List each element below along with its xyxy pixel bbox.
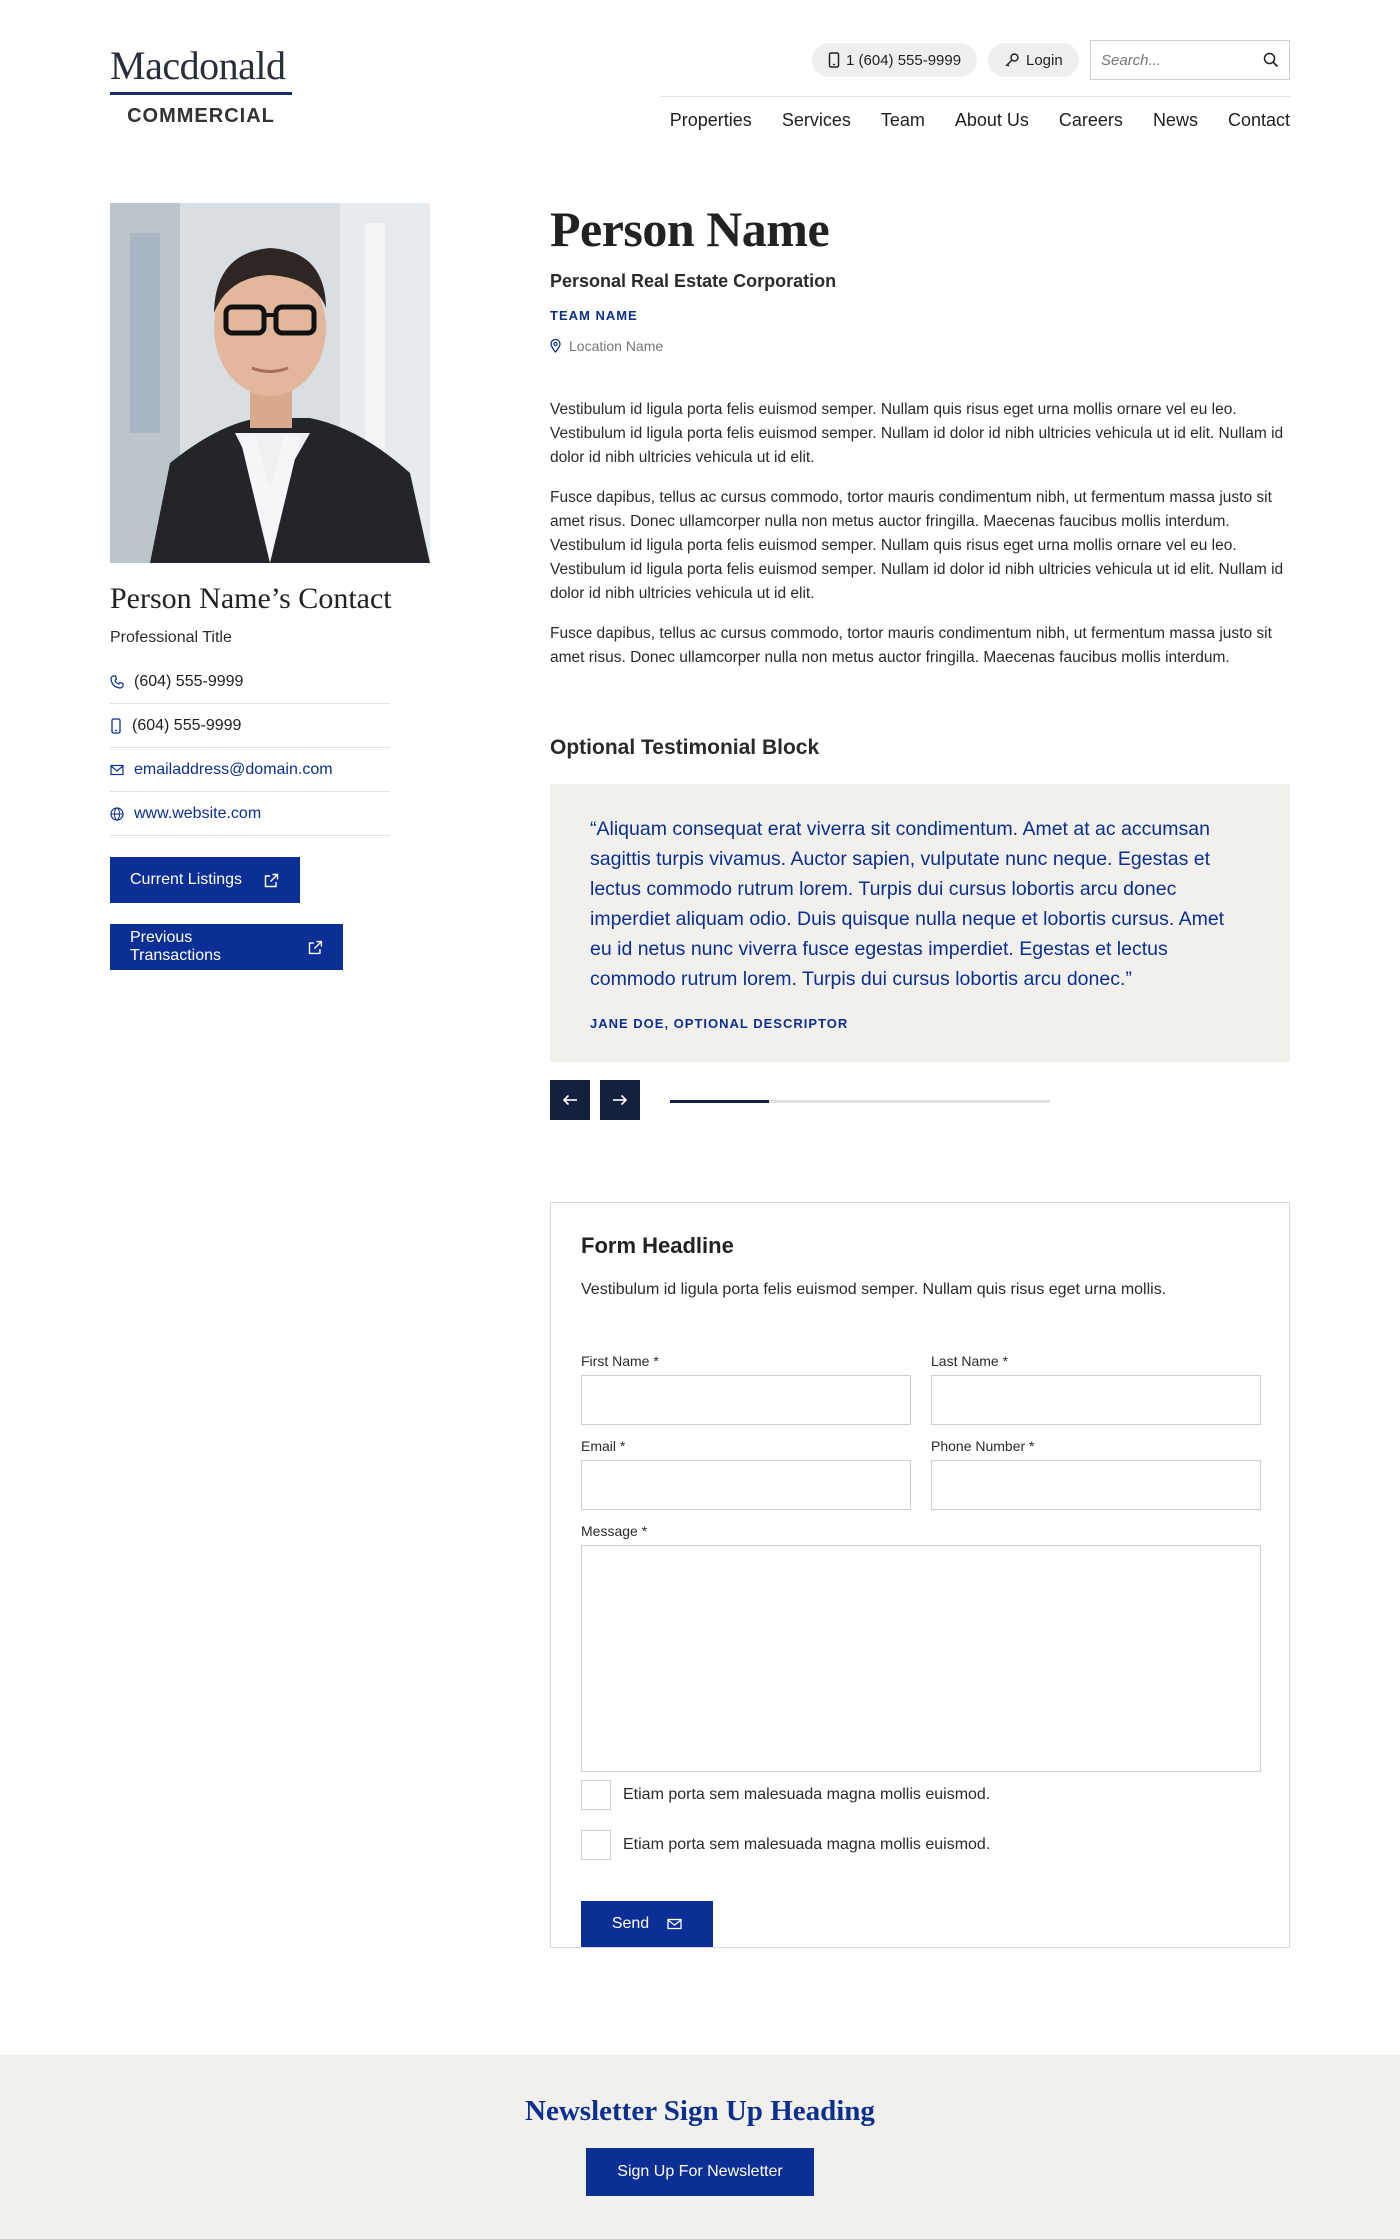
brand-sub: COMMERCIAL	[127, 105, 275, 127]
contact-email-row[interactable]	[110, 748, 390, 792]
email-label: Email *	[581, 1438, 626, 1454]
consent-checkbox-row-1	[581, 1780, 990, 1810]
newsletter-heading: Newsletter Sign Up Heading	[525, 2095, 875, 2127]
bio	[550, 398, 1290, 686]
brand-logo[interactable]	[110, 43, 292, 128]
message-field-group	[581, 1523, 1261, 1777]
email-input[interactable]	[581, 1460, 911, 1510]
contact-phone-value: (604) 555-9999	[134, 672, 244, 690]
login-button[interactable]	[988, 43, 1079, 77]
phone-field-group	[931, 1438, 1261, 1510]
main-nav	[670, 110, 1290, 131]
last-name-field-group	[931, 1353, 1261, 1425]
login-label: Login	[1026, 51, 1063, 69]
mobile-phone-icon	[110, 718, 122, 734]
envelope-icon	[667, 1918, 682, 1930]
phone-icon	[110, 675, 124, 689]
testimonial-prev-button[interactable]	[550, 1080, 590, 1120]
phone-input[interactable]	[931, 1460, 1261, 1510]
send-label: Send	[611, 1915, 650, 1932]
bio-paragraph: Vestibulum id ligula porta felis euismod semper. Nullam quis risus eget urna mollis ornare vel eu leo. Vestibulum id ligula porta felis euismod semper. Nullam id dolor id nibh ultricies vehicula ut id elit. Nullam id dolor id nibh ultricies vehicula ut id elit.	[550, 401, 1284, 466]
contact-form	[550, 1202, 1290, 1948]
first-name-label: First Name *	[581, 1353, 659, 1369]
phone-label: Phone Number *	[931, 1438, 1035, 1454]
person-portrait-image	[110, 203, 430, 563]
nav-team[interactable]: Team	[880, 110, 925, 130]
send-button[interactable]	[581, 1901, 713, 1947]
contact-mobile-value: (604) 555-9999	[132, 716, 242, 734]
arrow-left-icon	[562, 1094, 578, 1106]
globe-icon	[110, 807, 124, 821]
testimonial-next-button[interactable]	[600, 1080, 640, 1120]
search-input[interactable]	[1101, 52, 1251, 69]
professional-title: Professional Title	[110, 629, 232, 646]
corporation: Personal Real Estate Corporation	[550, 271, 837, 291]
key-icon	[1004, 52, 1020, 68]
email-field-group	[581, 1438, 911, 1510]
newsletter-signup-button[interactable]: Sign Up For Newsletter	[586, 2148, 814, 2196]
first-name-field-group	[581, 1353, 911, 1425]
nav-properties[interactable]: Properties	[669, 110, 752, 130]
message-textarea[interactable]	[581, 1545, 1261, 1772]
contact-website-row[interactable]	[110, 792, 390, 836]
testimonial-quote: “Aliquam consequat erat viverra sit condimentum. Amet at ac accumsan sagittis turpis vivamus. Auctor sapien, vulputate nunc neque. Egestas et lectus commodo rutrum lorem. Turpis dui cursus lobortis arcu donec imperdiet aliquam odio. Duis quisque nulla neque et lobortis cursus. Amet eu id netus nunc viverra fusce egestas imperdiet. Egestas et lectus commodo rutrum lorem. Turpis dui cursus lobortis arcu donec.”	[590, 818, 1225, 990]
consent-checkbox-row-2	[581, 1830, 990, 1860]
mobile-phone-icon	[828, 52, 840, 68]
testimonial-heading: Optional Testimonial Block	[550, 736, 820, 759]
consent-checkbox-2[interactable]	[581, 1830, 611, 1860]
form-description: Vestibulum id ligula porta felis euismod semper. Nullam quis risus eget urna mollis.	[581, 1281, 1167, 1298]
envelope-icon	[110, 764, 124, 776]
contact-heading: Person Name’s Contact	[110, 582, 392, 615]
testimonial-author: JANE DOE, OPTIONAL DESCRIPTOR	[590, 1016, 849, 1031]
location	[550, 338, 663, 354]
nav-services[interactable]: Services	[781, 110, 851, 130]
first-name-input[interactable]	[581, 1375, 911, 1425]
profile-photo	[110, 203, 430, 563]
contact-phone-row[interactable]	[110, 660, 390, 704]
nav-contact[interactable]: Contact	[1227, 110, 1290, 130]
nav-news[interactable]: News	[1152, 110, 1198, 130]
contact-email-link[interactable]: emailaddress@domain.com	[134, 760, 333, 778]
newsletter-section	[0, 2055, 1400, 2240]
external-link-icon	[308, 940, 323, 955]
contact-website-link[interactable]: www.website.com	[134, 804, 262, 822]
consent-checkbox-1[interactable]	[581, 1780, 611, 1810]
arrow-right-icon	[612, 1094, 628, 1106]
header-divider	[660, 96, 1290, 97]
last-name-input[interactable]	[931, 1375, 1261, 1425]
bio-paragraph: Fusce dapibus, tellus ac cursus commodo, tortor mauris condimentum nibh, ut fermentum massa justo sit amet risus. Donec ullamcorper nulla non metus auctor fringilla. Maecenas faucibus mollis interdum. Vestibulum id ligula porta felis euismod semper. Nullam quis risus eget urna mollis ornare vel eu leo. Vestibulum id ligula porta felis euismod semper. Nullam id dolor id nibh ultricies vehicula ut id elit. Nullam id dolor id nibh ultricies vehicula ut id elit.	[550, 489, 1284, 602]
location-pin-icon	[550, 339, 561, 353]
search-box	[1090, 40, 1290, 80]
nav-careers[interactable]: Careers	[1058, 110, 1123, 130]
bio-paragraph: Fusce dapibus, tellus ac cursus commodo, tortor mauris condimentum nibh, ut fermentum massa justo sit amet risus. Donec ullamcorper nulla non metus auctor fringilla. Maecenas faucibus mollis interdum.	[550, 625, 1272, 666]
consent-checkbox-2-label: Etiam porta sem malesuada magna mollis euismod.	[623, 1836, 991, 1853]
previous-transactions-button[interactable]	[110, 924, 343, 970]
contact-mobile-row[interactable]	[110, 704, 390, 748]
nav-about-us[interactable]: About Us	[954, 110, 1029, 130]
contact-list	[110, 660, 390, 836]
message-label: Message *	[581, 1523, 648, 1539]
external-link-icon	[264, 873, 279, 888]
team-name[interactable]: TEAM NAME	[550, 308, 638, 323]
last-name-label: Last Name *	[931, 1353, 1009, 1369]
search-icon[interactable]	[1263, 52, 1279, 68]
location-label: Location Name	[569, 338, 664, 354]
consent-checkbox-1-label: Etiam porta sem malesuada magna mollis euismod.	[623, 1786, 991, 1803]
form-headline: Form Headline	[581, 1233, 734, 1258]
testimonial-progress-bar	[670, 1100, 1050, 1103]
header-phone-label: 1 (604) 555-9999	[846, 51, 962, 69]
brand-name: Macdonald	[110, 46, 292, 95]
person-name: Person Name	[550, 201, 830, 257]
testimonial-progress-fill	[670, 1100, 769, 1103]
current-listings-button[interactable]	[110, 857, 300, 903]
testimonial-card	[550, 784, 1290, 1062]
previous-transactions-label: Previous Transactions	[130, 929, 221, 964]
header-phone-link[interactable]	[812, 43, 977, 77]
current-listings-label: Current Listings	[130, 871, 243, 888]
